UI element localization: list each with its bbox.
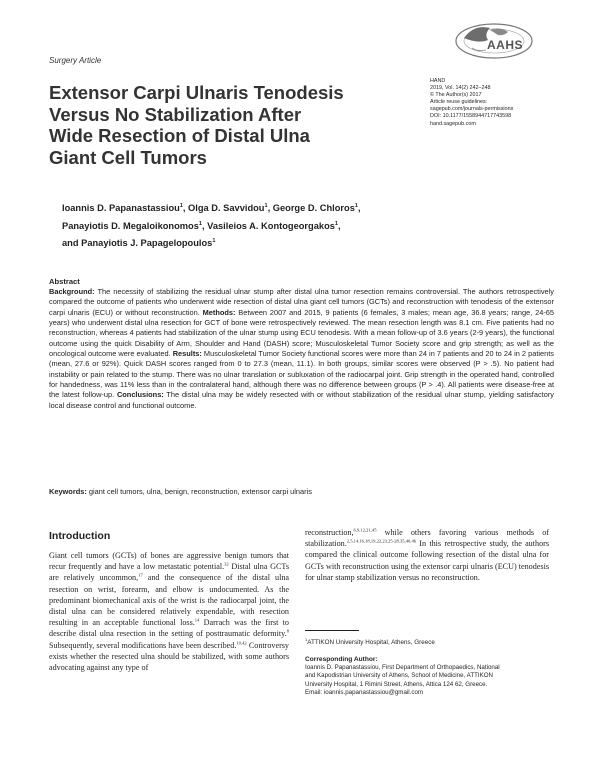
title-line: Extensor Carpi Ulnaris Tenodesis [49,82,344,103]
intro-right-column [305,527,549,583]
author-name: Olga D. Savvidou [188,203,265,214]
corresponding-author [305,656,555,697]
journal-permissions-link[interactable]: sagepub.com/journals-permissions [430,106,514,113]
corresponding-line: Ioannis D. Papanastassiou, First Department of Orthopaedics, National [305,664,500,672]
keywords-label: Keywords: [49,487,87,496]
corresponding-heading: Corresponding Author: [305,656,378,663]
author-affiliation-mark: 1 [264,203,268,209]
author-affiliation-mark: 1 [212,238,216,245]
title-line: Giant Cell Tumors [49,146,207,168]
abstract-body [49,287,554,411]
abstract-heading: Abstract [49,277,80,286]
author-name: Vasileios A. Kontogeorgakos [207,220,335,231]
author-list: Ioannis D. Papanastassiou$^1$, Olga D. Savvidou$^1$, George D. Chloros$^1$, Panayiotis D. Megaloikonomos$^1$, Vasileios A. Kontogeorgakos$^1$, and Panayiotis J. Papagelopoulos$^1$ [62,203,361,249]
affiliation-text: ATTIKON University Hospital, Athens, Greece [307,639,435,647]
citation[interactable]: 6,9,12,21,45 [353,527,377,533]
author-name: Panayiotis J. Papagelopoulos [81,238,213,249]
author-affiliation-mark: 1 [198,220,202,227]
conclusions-text: The distal ulna may be widely resected with or without stabilization of the residual ulnar stump, yielding satisfactory local disease control and functional outcome. [49,390,554,410]
author-affiliation-mark: 1 [334,220,338,227]
title-line: Wide Resection of Distal Ulna [49,125,310,146]
author-name: Ioannis D. Papanastassiou [62,203,180,214]
author-affiliation-mark: 1 [179,203,183,209]
citation[interactable]: 17 [138,572,143,578]
background-label: Background: [49,287,95,296]
section-label: Surgery Article [49,56,102,65]
journal-website-link[interactable]: hand.sagepub.com [430,120,476,127]
journal-reuse: Article reuse guidelines: [430,99,488,106]
results-label: Results: [172,349,202,359]
author-name: George D. Chloros [272,203,355,214]
citation[interactable]: 14 [194,617,200,623]
corresponding-line: and Kapodistrian University of Athens, School of Medicine, ATTIKON [305,672,494,680]
author-affiliation-mark: 1 [354,203,358,209]
affiliation-mark: 1 [305,637,308,642]
conclusions-label: Conclusions: [116,390,164,400]
results-text: Musculoskeletal Tumor Society functional scores were more than 24 in 7 patients and 20 to 24 in 2 patients (mean, 27.6 or 92%). Quick DASH scores ranged from 0 to 27.3 (mean, 11.1). In both groups, similar scores were observed (P > .5). No patient had instability or pain related to the stump. There was no ulnar translation or subluxation of the radiocarpal joint. Grip strength in the operated hand, controlled for handedness, was 11% less than in the contralateral hand, although there was no difference between groups (P > .4). All patients were disease-free at the latest follow-up. [49,349,554,400]
journal-copyright: © The Author(s) 2017 [430,92,482,99]
journal-name: HAND [430,78,446,84]
citation[interactable]: 32 [224,561,229,567]
methods-text: Between 2007 and 2015, 9 patients (6 females, 3 males; mean age, 36.8 years; range, 24-65 years) who underwent distal ulna resection for GCT of bone were retrospectively reviewed. The mean resection length was 8.1 cm. Five patients had no reconstruction, whereas 4 patients had stabilization of the ulnar stump using ECU tenodesis. With a mean follow-up of 3.6 years (2-9 years), the functional outcome using the quick Disability of Arm, Shoulder and Hand (DASH) score; Musculoskeletal Tumor Society score and grip strength; as well as the oncological outcome were evaluated. [49,307,554,359]
corresponding-email[interactable]: Email: ioannis.papanastassiou@gmail.com [305,688,424,696]
citation[interactable]: 10,42 [236,639,247,645]
introduction-heading: Introduction [49,530,111,542]
background-text: The necessity of stabilizing the residual ulnar stump after distal ulna tumor resection remains controversial. The authors retrospectively compared the outcome of patients who underwent wide resection of distal ulna giant cell tumors (GCTs) and reconstruction with tenodesis of the extensor carpi ulnaris (ECU) or without reconstruction. [49,287,555,317]
aahs-logo [432,18,562,64]
corresponding-line: University Hospital, 1 Rimini Street, Athens, Attica 124 62, Greece. [305,680,488,688]
footnote-divider [305,630,359,631]
affiliation-footnote [305,637,435,646]
intro-left-column [49,550,289,673]
author-name: Panayiotis D. Megaloikonomos [62,220,199,231]
citation[interactable]: 8 [286,628,289,634]
keywords [49,487,554,496]
citation[interactable]: 2,5,14,16,18,19,22,23,25-28,35,40,46 [346,538,417,544]
journal-volume: 2019, Vol. 14(2) 242–248 [430,85,491,92]
intro-paragraph: Giant cell tumors (GCTs) of bones are aggressive benign tumors that recur frequently and have a low metastatic potential.$^{32}$ Distal ulna GCTs are relatively uncommon,$^{17}$ and the consequence of the distal ulna resection on wrist, forearm, and elbow is undocumented. As the predominant biomechanical axis of the wrist is the radiocarpal joint, the distal ulna can be considered relatively expendable, with resection resulting in an acceptable functional loss.$^{14}$ Darrach was the first to describe distal ulna resection in the setting of posttraumatic deformity.$^8$ Subsequently, several modifications have been described.$^{10,42}$ Controversy exists whether the resected ulna should be stabilized, with some authors advocating against any type of [49,551,290,673]
journal-info [430,78,580,128]
journal-doi[interactable]: DOI: 10.1177/1558944717743598 [430,113,512,120]
title-line: Versus No Stabilization After [49,103,302,125]
methods-label: Methods: [202,307,236,317]
article-title [49,82,409,168]
intro-paragraph-continued: reconstruction,$^{6,9,12,21,45}$ while others favoring various methods of stabilization.$^{2,5,14,16,18,19,22,23,25-28,35,40,46}$ In this retrospective study, the authors compared the clinical outcome following resection of the distal ulna for GCTs with reconstruction using the extensor carpi ulnaris (ECU) tenodesis for ulnar stamp stabilization versus no reconstruction. [305,527,549,582]
author-conjunction: and [62,238,79,249]
keywords-text: giant cell tumors, ulna, benign, reconstruction, extensor carpi ulnaris [88,487,312,496]
logo-text: AAHS [487,38,524,52]
